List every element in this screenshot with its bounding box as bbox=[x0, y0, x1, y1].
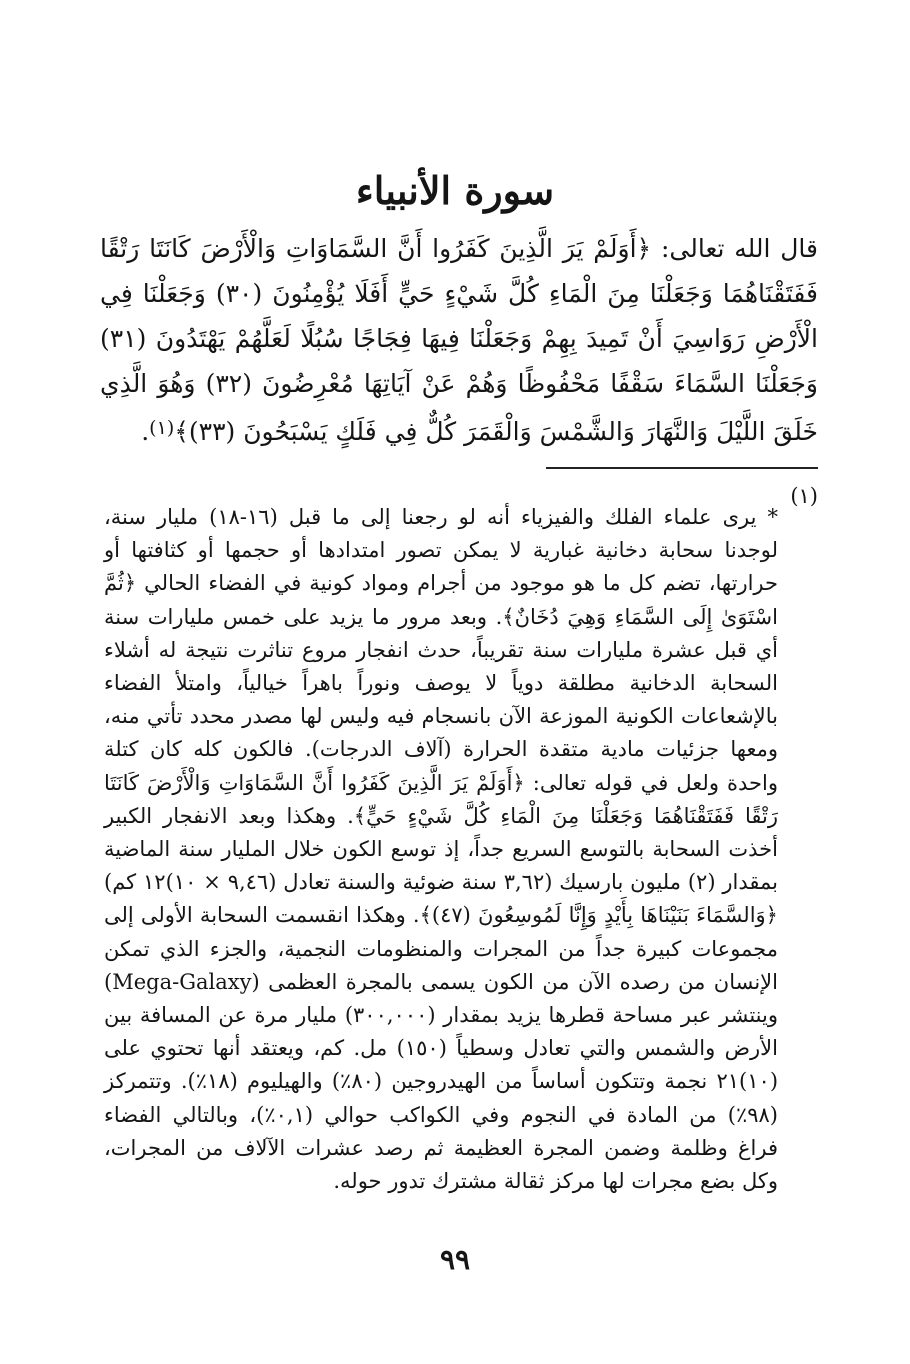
verse-end: . bbox=[141, 417, 150, 446]
verse-text: قال الله تعالى: ﴿أَوَلَمْ يَرَ الَّذِينَ كَفَرُوا أَنَّ السَّمَاوَاتِ وَالْأَرْضَ كَانَتَا رَتْقًا فَفَتَقْنَاهُمَا وَجَعَلْنَا مِنَ الْمَاءِ كُلَّ شَيْءٍ حَيٍّ أَفَلَا يُؤْمِنُونَ (٣٠) وَجَعَلْنَا فِي الْأَرْضِ رَوَاسِيَ أَنْ تَمِيدَ بِهِمْ وَجَعَلْنَا فِيهَا فِجَاجًا سُبُلًا لَعَلَّهُمْ يَهْتَدُونَ (٣١) وَجَعَلْنَا السَّمَاءَ سَقْفًا مَحْفُوظًا وَهُمْ عَنْ آيَاتِهَا مُعْرِضُونَ (٣٢) وَهُوَ الَّذِي خَلَقَ اللَّيْلَ وَالنَّهَارَ وَالشَّمْسَ وَالْقَمَرَ كُلٌّ فِي فَلَكٍ يَسْبَحُونَ (٣٣)﴾ bbox=[100, 234, 818, 446]
footnote-marker: (١) bbox=[149, 417, 175, 439]
surah-title: سورة الأنبياء bbox=[355, 168, 555, 213]
verse-block bbox=[100, 226, 818, 454]
footnote-separator bbox=[546, 467, 818, 469]
footnote bbox=[104, 480, 818, 1219]
footnote-number: (١) bbox=[790, 484, 818, 508]
page-number: ٩٩ bbox=[439, 1243, 471, 1276]
footnote-text: * يرى علماء الفلك والفيزياء أنه لو رجعنا إلى ما قبل (١٦-١٨) مليار سنة، لوجدنا سحابة دخانية غبارية لا يمكن تصور امتدادها أو حجمها أو كثافتها أو حرارتها، تضم كل ما هو موجود من أجرام ومواد كونية في الفضاء الحالي ﴿ثُمَّ اسْتَوَىٰ إِلَى السَّمَاءِ وَهِيَ دُخَانٌ﴾. وبعد مرور ما يزيد على خمس مليارات سنة أي قبل عشرة مليارات سنة تقريباً، حدث انفجار مروع تناثرت نتيجة له أشلاء السحابة الدخانية مطلقة دوياً لا يوصف ونوراً باهراً خيالياً، وامتلأ الفضاء بالإشعاعات الكونية الموزعة الآن بانسجام فيه وليس لها مصدر محدد تأتي منه، ومعها جزئيات مادية متقدة الحرارة (آلاف الدرجات). فالكون كله كان كتلة واحدة ولعل في قوله تعالى: ﴿أَوَلَمْ يَرَ الَّذِينَ كَفَرُوا أَنَّ السَّمَاوَاتِ وَالْأَرْضَ كَانَتَا رَتْقًا فَفَتَقْنَاهُمَا وَجَعَلْنَا مِنَ الْمَاءِ كُلَّ شَيْءٍ حَيٍّ﴾. وهكذا وبعد الانفجار الكبير أخذت السحابة بالتوسع السريع جداً، إذ توسع الكون خلال المليار سنة الماضية بمقدار (٢) مليون بارسيك (٣,٦٢ سنة ضوئية والسنة تعادل (٩,٤٦ × ١٠)١٢ كم) ﴿وَالسَّمَاءَ بَنَيْنَاهَا بِأَيْدٍ وَإِنَّا لَمُوسِعُونَ (٤٧)﴾. وهكذا انقسمت السحابة الأولى إلى مجموعات كبيرة جداً من المجرات والمنظومات النجمية، والجزء الذي تمكن الإنسان من رصده الآن من الكون يسمى بالمجرة العظمى (Mega-Galaxy) وينتشر عبر مساحة قطرها يزيد بمقدار (٣٠٠,٠٠٠) مليار مرة عن المسافة بين الأرض والشمس والتي تعادل وسطياً (١٥٠) مل. كم، ويعتقد أنها تحتوي على (١٠)٢١ نجمة وتتكون أساساً من الهيدروجين (٨٠٪) والهيليوم (١٨٪). وتتمركز (٩٨٪) من المادة في النجوم وفي الكواكب حوالي (٠,١٪)، وبالتالي الفضاء فراغ وظلمة وضمن المجرة العظيمة ثم رصد عشرات الآلاف من المجرات، وكل بضع مجرات لها مركز ثقالة مشترك تدور حوله. bbox=[104, 505, 779, 1194]
